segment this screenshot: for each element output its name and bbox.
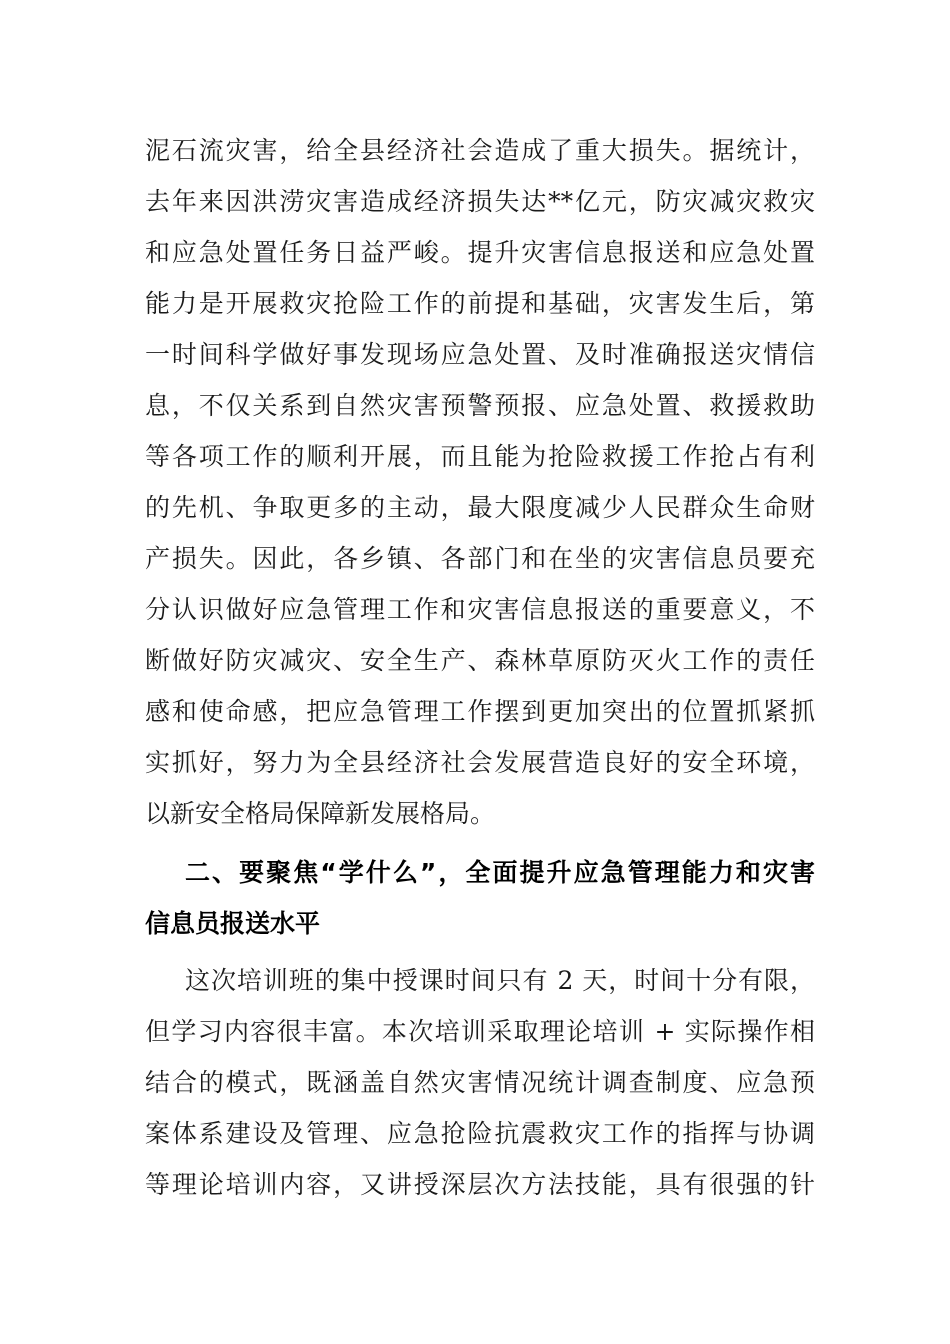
paragraph-line: 产损失。因此，各乡镇、各部门和在坐的灾害信息员要充 — [145, 544, 815, 573]
paragraph-line: 等理论培训内容，又讲授深层次方法技能，具有很强的针 — [145, 1170, 815, 1199]
paragraph-line: 但学习内容很丰富。本次培训采取理论培训 + 实际操作相 — [145, 1017, 815, 1046]
paragraph-line: 分认识做好应急管理工作和灾害信息报送的重要意义，不 — [145, 595, 815, 624]
paragraph-line: 感和使命感，把应急管理工作摆到更加突出的位置抓紧抓 — [145, 697, 815, 726]
paragraph-line: 断做好防灾减灾、安全生产、森林草原防灭火工作的责任 — [145, 646, 815, 675]
paragraph-line: 和应急处置任务日益严峻。提升灾害信息报送和应急处置 — [145, 238, 815, 267]
paragraph-line: 去年来因洪涝灾害造成经济损失达**亿元，防灾减灾救灾 — [145, 187, 815, 216]
paragraph-line: 这次培训班的集中授课时间只有 2 天，时间十分有限， — [185, 966, 815, 995]
section-heading: 二、要聚焦“学什么”，全面提升应急管理能力和灾害 — [185, 858, 815, 887]
paragraph-line: 一时间科学做好事发现场应急处置、及时准确报送灾情信 — [145, 340, 815, 369]
paragraph-line: 实抓好，努力为全县经济社会发展营造良好的安全环境， — [145, 748, 815, 777]
paragraph-line: 息，不仅关系到自然灾害预警预报、应急处置、救援救助 — [145, 391, 815, 420]
paragraph-line: 泥石流灾害，给全县经济社会造成了重大损失。据统计， — [145, 136, 815, 165]
paragraph-line: 能力是开展救灾抢险工作的前提和基础，灾害发生后，第 — [145, 289, 815, 318]
paragraph-line: 案体系建设及管理、应急抢险抗震救灾工作的指挥与协调 — [145, 1119, 815, 1148]
paragraph-line: 结合的模式，既涵盖自然灾害情况统计调查制度、应急预 — [145, 1068, 815, 1097]
section-heading: 信息员报送水平 — [145, 909, 321, 938]
paragraph-line: 的先机、争取更多的主动，最大限度减少人民群众生命财 — [145, 493, 815, 522]
paragraph-line: 等各项工作的顺利开展，而且能为抢险救援工作抢占有利 — [145, 442, 815, 471]
paragraph-line: 以新安全格局保障新发展格局。 — [145, 799, 496, 828]
